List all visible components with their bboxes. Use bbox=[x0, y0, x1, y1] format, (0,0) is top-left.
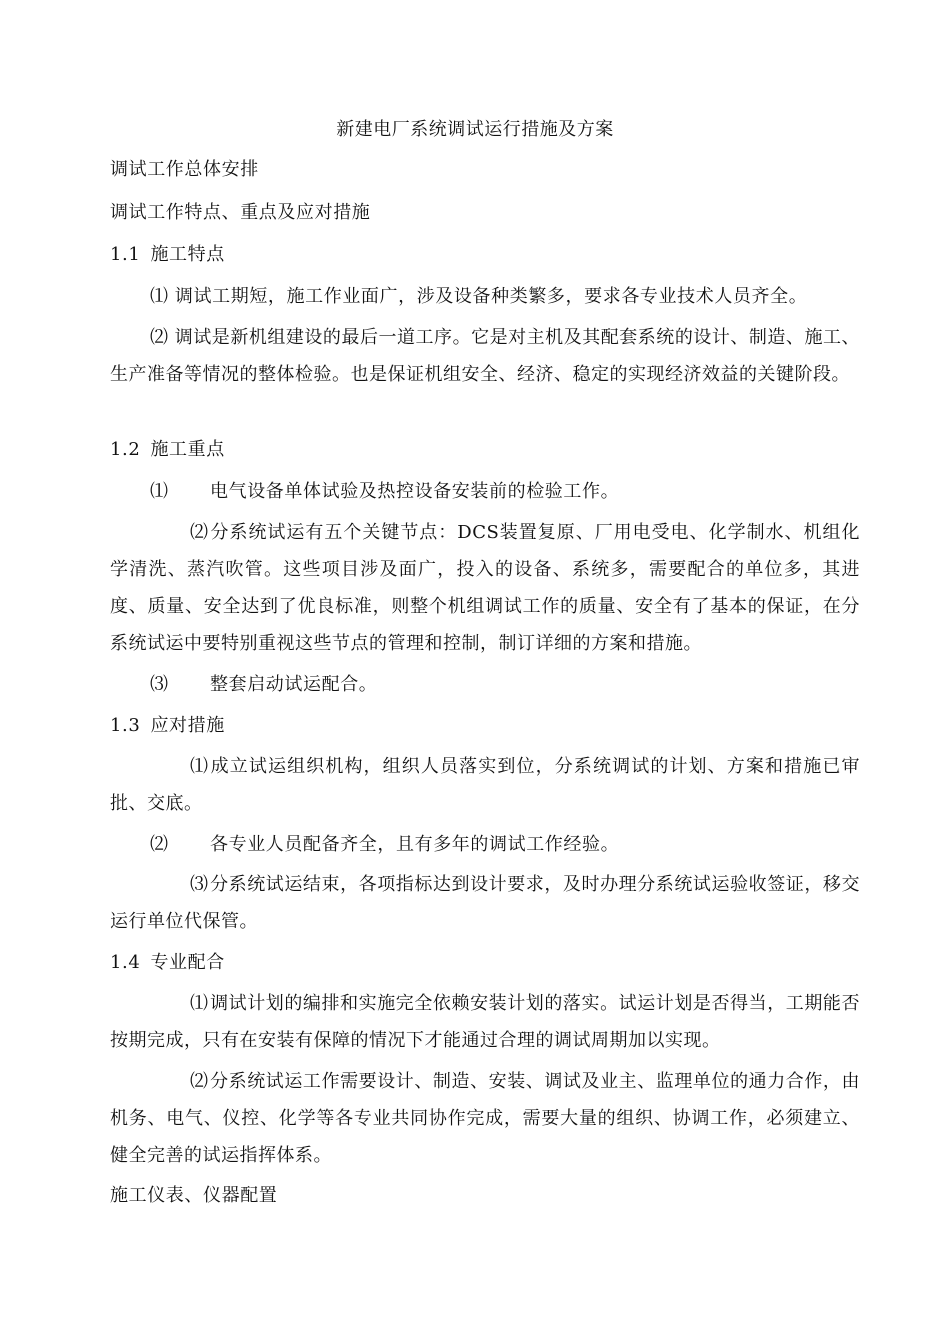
heading-1-2-number: 1.2 bbox=[110, 439, 141, 460]
para-1-3-2-number: ⑵ bbox=[150, 834, 169, 855]
para-1-2-1-text: 电气设备单体试验及热控设备安装前的检验工作。 bbox=[210, 481, 620, 502]
para-1-3-1-number: ⑴ bbox=[190, 756, 209, 777]
para-1-3-1-text: 成立试运组织机构，组织人员落实到位，分系统调试的计划、方案和措施已审批、交底。 bbox=[110, 756, 860, 814]
heading-1-4 bbox=[110, 944, 858, 981]
para-1-4-2-number: ⑵ bbox=[190, 1071, 209, 1092]
heading-1-3-number: 1.3 bbox=[110, 715, 141, 736]
heading-1-4-number: 1.4 bbox=[110, 952, 141, 973]
para-1-4-2 bbox=[110, 1063, 860, 1174]
para-1-1-1: ⑴ 调试工期短，施工作业面广，涉及设备种类繁多，要求各专业技术人员齐全。 bbox=[150, 286, 808, 307]
heading-1-3-title: 应对措施 bbox=[150, 715, 225, 736]
para-1-2-2-text: 分系统试运有五个关键节点：DCS装置复原、厂用电受电、化学制水、机组化学清洗、蒸汽吹管。这些项目涉及面广，投入的设备、系统多，需要配合的单位多，其进度、质量、安全达到了优良标准，则整个机组调试工作的质量、安全有了基本的保证，在分系统试运中要特别重视这些节点的管理和控制，制订详细的方案和措施。 bbox=[110, 522, 860, 654]
heading-1-1 bbox=[110, 236, 858, 273]
section-heading-instruments: 施工仪表、仪器配置 bbox=[110, 1185, 278, 1206]
para-1-4-2-text: 分系统试运工作需要设计、制造、安装、调试及业主、监理单位的通力合作，由机务、电气、仪控、化学等各专业共同协作完成，需要大量的组织、协调工作，必须建立、健全完善的试运指挥体系。 bbox=[110, 1071, 860, 1166]
para-1-2-2-number: ⑵ bbox=[190, 522, 209, 543]
para-1-2-3 bbox=[150, 666, 898, 703]
para-1-3-3 bbox=[110, 866, 860, 940]
para-1-3-2-text: 各专业人员配备齐全，且有多年的调试工作经验。 bbox=[210, 834, 620, 855]
para-1-4-1-text: 调试计划的编排和实施完全依赖安装计划的落实。试运计划是否得当，工期能否按期完成，只有在安装有保障的情况下才能通过合理的调试周期加以实现。 bbox=[110, 993, 860, 1051]
para-1-2-1 bbox=[150, 473, 898, 510]
para-1-2-2 bbox=[110, 514, 860, 662]
section-heading-sub: 调试工作特点、重点及应对措施 bbox=[110, 202, 371, 223]
heading-1-4-title: 专业配合 bbox=[150, 952, 225, 973]
para-1-3-3-number: ⑶ bbox=[190, 874, 209, 895]
heading-1-3 bbox=[110, 707, 858, 744]
para-1-2-3-number: ⑶ bbox=[150, 674, 169, 695]
heading-1-2 bbox=[110, 431, 858, 468]
para-1-3-2 bbox=[150, 826, 898, 863]
para-1-2-1-number: ⑴ bbox=[150, 481, 169, 502]
heading-1-1-number: 1.1 bbox=[110, 244, 141, 265]
heading-1-1-title: 施工特点 bbox=[150, 244, 225, 265]
page-title: 新建电厂系统调试运行措施及方案 bbox=[336, 119, 614, 140]
para-1-1-2: ⑵ 调试是新机组建设的最后一道工序。它是对主机及其配套系统的设计、制造、施工、生产准备等情况的整体检验。也是保证机组安全、经济、稳定的实现经济效益的关键阶段。 bbox=[110, 327, 860, 385]
section-heading-main: 调试工作总体安排 bbox=[110, 159, 259, 180]
para-1-2-3-text: 整套启动试运配合。 bbox=[210, 674, 378, 695]
heading-1-2-title: 施工重点 bbox=[150, 439, 225, 460]
para-1-4-1-number: ⑴ bbox=[190, 993, 209, 1014]
para-1-3-3-text: 分系统试运结束，各项指标达到设计要求，及时办理分系统试运验收签证，移交运行单位代保管。 bbox=[110, 874, 860, 932]
para-1-3-1 bbox=[110, 748, 860, 822]
para-1-4-1 bbox=[110, 985, 860, 1059]
